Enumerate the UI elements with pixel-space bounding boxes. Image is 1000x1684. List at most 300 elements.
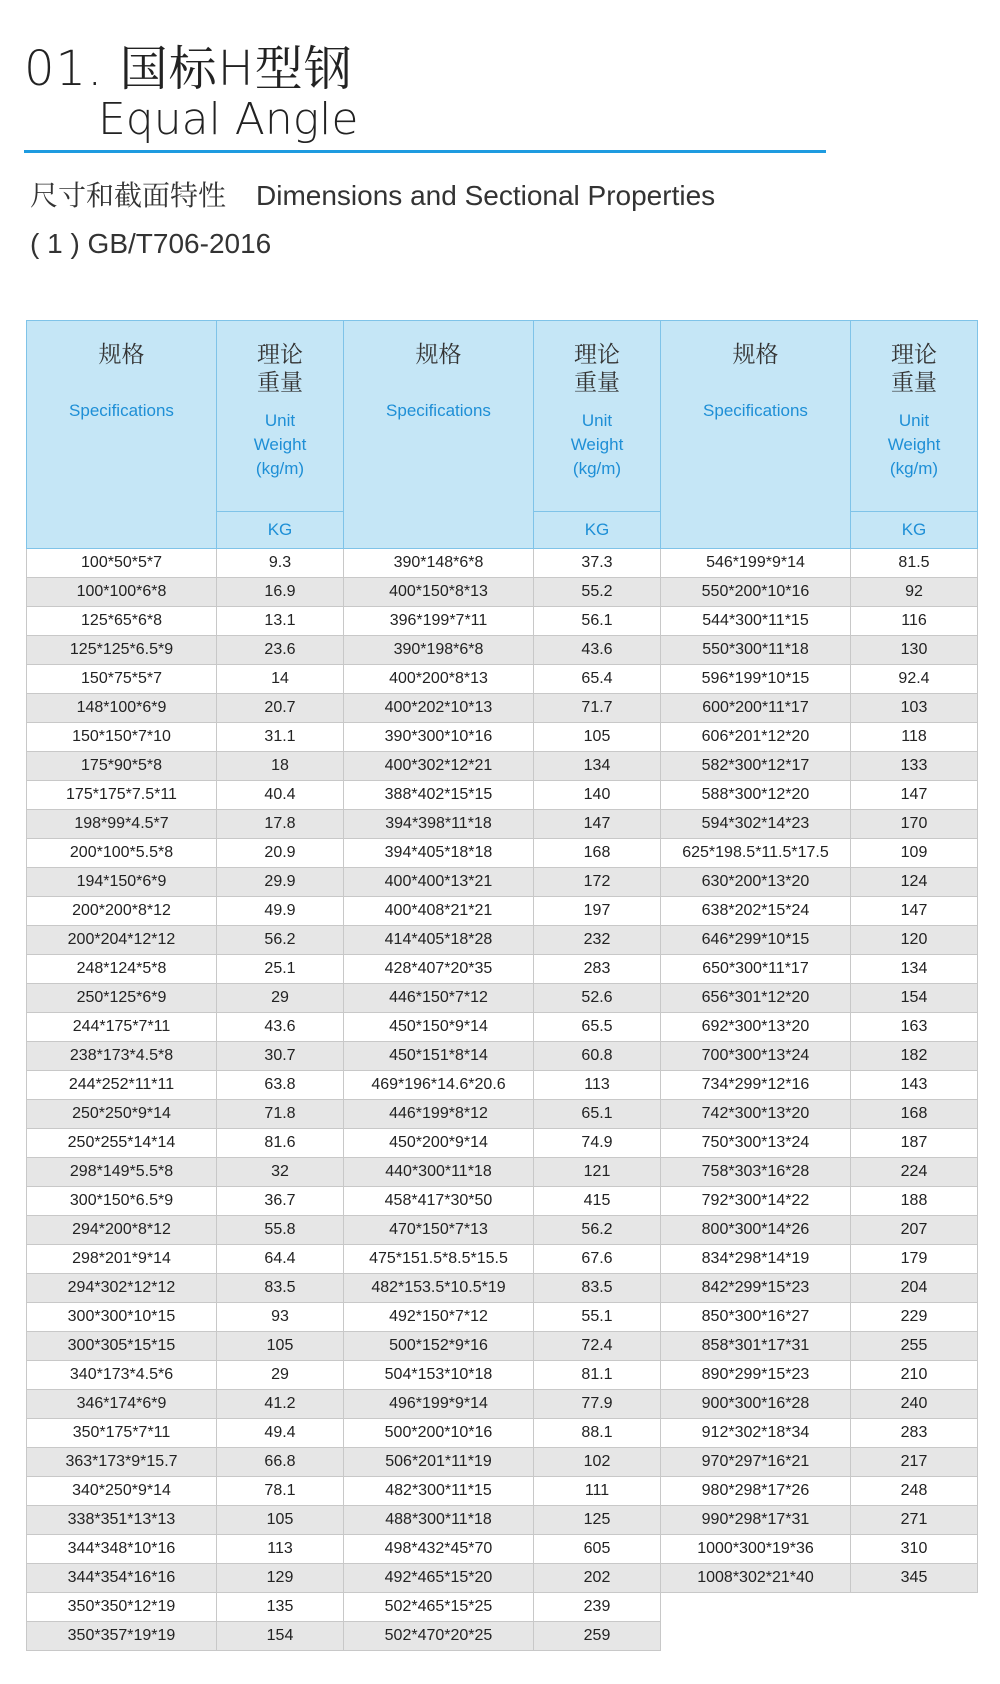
weight-cell: 32 (217, 1158, 344, 1187)
weight-cell: 147 (534, 810, 661, 839)
spec-cell: 300*150*6.5*9 (27, 1187, 217, 1216)
spec-cell: 150*75*5*7 (27, 665, 217, 694)
spec-header-cn: 规格 (415, 342, 462, 368)
table-row (27, 1419, 978, 1448)
weight-cell: 202 (534, 1564, 661, 1593)
weight-cell: 113 (217, 1535, 344, 1564)
spec-cell: 504*153*10*18 (344, 1361, 534, 1390)
spec-header-cn: 规格 (98, 342, 145, 368)
spec-cell: 338*351*13*13 (27, 1506, 217, 1535)
weight-cell: 65.5 (534, 1013, 661, 1042)
weight-cell: 43.6 (217, 1013, 344, 1042)
table-row (27, 868, 978, 897)
spec-cell: 734*299*12*16 (661, 1071, 851, 1100)
weight-cell: 130 (851, 636, 978, 665)
weight-cell: 147 (851, 781, 978, 810)
table-row (27, 723, 978, 752)
weight-cell: 72.4 (534, 1332, 661, 1361)
weight-cell: 232 (534, 926, 661, 955)
weight-cell: 40.4 (217, 781, 344, 810)
table-row (27, 752, 978, 781)
spec-cell: 482*300*11*15 (344, 1477, 534, 1506)
weight-cell: 113 (534, 1071, 661, 1100)
spec-cell: 400*408*21*21 (344, 897, 534, 926)
weight-header-en-3: (kg/m) (255, 459, 305, 478)
spec-cell: 250*250*9*14 (27, 1100, 217, 1129)
table-row (27, 1013, 978, 1042)
table-row (27, 1274, 978, 1303)
subtitle-chinese: 尺寸和截面特性 (30, 179, 227, 212)
spec-cell: 502*470*20*25 (344, 1622, 534, 1651)
spec-cell: 594*302*14*23 (661, 810, 851, 839)
spec-cell: 390*148*6*8 (344, 549, 534, 578)
empty-cell (661, 1593, 851, 1622)
spec-cell: 990*298*17*31 (661, 1506, 851, 1535)
table-row (27, 578, 978, 607)
spec-cell: 200*200*8*12 (27, 897, 217, 926)
standard-code: ( 1 ) GB/T706-2016 (30, 228, 272, 259)
weight-cell: 210 (851, 1361, 978, 1390)
weight-cell: 31.1 (217, 723, 344, 752)
weight-cell: 172 (534, 868, 661, 897)
spec-cell: 758*303*16*28 (661, 1158, 851, 1187)
spec-cell: 294*302*12*12 (27, 1274, 217, 1303)
weight-header-cn: 理论重量 (891, 342, 937, 396)
spec-cell: 400*202*10*13 (344, 694, 534, 723)
weight-header-cn: 理论重量 (257, 342, 303, 396)
weight-cell: 60.8 (534, 1042, 661, 1071)
spec-table (26, 320, 978, 1651)
table-row (27, 1390, 978, 1419)
weight-cell: 74.9 (534, 1129, 661, 1158)
table-body (27, 549, 978, 1651)
weight-cell: 207 (851, 1216, 978, 1245)
weight-cell: 147 (851, 897, 978, 926)
weight-cell: 605 (534, 1535, 661, 1564)
weight-cell: 17.8 (217, 810, 344, 839)
table-row (27, 1593, 978, 1622)
spec-cell: 175*90*5*8 (27, 752, 217, 781)
weight-cell: 255 (851, 1332, 978, 1361)
spec-cell: 396*199*7*11 (344, 607, 534, 636)
spec-header (344, 321, 534, 549)
weight-cell: 56.1 (534, 607, 661, 636)
spec-cell: 250*255*14*14 (27, 1129, 217, 1158)
weight-cell: 124 (851, 868, 978, 897)
spec-cell: 390*300*10*16 (344, 723, 534, 752)
weight-cell: 121 (534, 1158, 661, 1187)
spec-cell: 1008*302*21*40 (661, 1564, 851, 1593)
spec-cell: 646*299*10*15 (661, 926, 851, 955)
spec-cell: 482*153.5*10.5*19 (344, 1274, 534, 1303)
spec-cell: 1000*300*19*36 (661, 1535, 851, 1564)
spec-cell: 850*300*16*27 (661, 1303, 851, 1332)
spec-cell: 350*350*12*19 (27, 1593, 217, 1622)
weight-cell: 43.6 (534, 636, 661, 665)
weight-cell: 63.8 (217, 1071, 344, 1100)
table-row (27, 694, 978, 723)
weight-cell: 116 (851, 607, 978, 636)
spec-cell: 550*300*11*18 (661, 636, 851, 665)
table-row (27, 1129, 978, 1158)
spec-cell: 470*150*7*13 (344, 1216, 534, 1245)
weight-cell: 105 (217, 1506, 344, 1535)
spec-cell: 500*200*10*16 (344, 1419, 534, 1448)
spec-cell: 792*300*14*22 (661, 1187, 851, 1216)
spec-cell: 388*402*15*15 (344, 781, 534, 810)
spec-cell: 394*405*18*18 (344, 839, 534, 868)
weight-cell: 103 (851, 694, 978, 723)
table-row (27, 1361, 978, 1390)
spec-cell: 400*200*8*13 (344, 665, 534, 694)
spec-cell: 650*300*11*17 (661, 955, 851, 984)
weight-header-en-3: (kg/m) (572, 459, 622, 478)
spec-cell: 469*196*14.6*20.6 (344, 1071, 534, 1100)
weight-cell: 20.9 (217, 839, 344, 868)
spec-cell: 198*99*4.5*7 (27, 810, 217, 839)
weight-cell: 134 (851, 955, 978, 984)
spec-cell: 488*300*11*18 (344, 1506, 534, 1535)
spec-cell: 546*199*9*14 (661, 549, 851, 578)
spec-cell: 900*300*16*28 (661, 1390, 851, 1419)
weight-cell: 135 (217, 1593, 344, 1622)
weight-cell: 93 (217, 1303, 344, 1332)
weight-cell: 64.4 (217, 1245, 344, 1274)
spec-cell: 446*150*7*12 (344, 984, 534, 1013)
table-row (27, 1042, 978, 1071)
weight-cell: 105 (217, 1332, 344, 1361)
table-row (27, 665, 978, 694)
spec-cell: 496*199*9*14 (344, 1390, 534, 1419)
spec-cell: 428*407*20*35 (344, 955, 534, 984)
weight-cell: 229 (851, 1303, 978, 1332)
spec-cell: 475*151.5*8.5*15.5 (344, 1245, 534, 1274)
spec-cell: 890*299*15*23 (661, 1361, 851, 1390)
section-subtitle (30, 174, 715, 214)
spec-cell: 150*150*7*10 (27, 723, 217, 752)
spec-cell: 298*201*9*14 (27, 1245, 217, 1274)
table-row (27, 1216, 978, 1245)
spec-cell: 492*465*15*20 (344, 1564, 534, 1593)
spec-cell: 700*300*13*24 (661, 1042, 851, 1071)
weight-cell: 71.8 (217, 1100, 344, 1129)
weight-cell: 310 (851, 1535, 978, 1564)
spec-cell: 125*125*6.5*9 (27, 636, 217, 665)
weight-cell: 49.4 (217, 1419, 344, 1448)
table-row (27, 636, 978, 665)
spec-cell: 550*200*10*16 (661, 578, 851, 607)
table-row (27, 1245, 978, 1274)
spec-cell: 692*300*13*20 (661, 1013, 851, 1042)
weight-cell: 65.4 (534, 665, 661, 694)
weight-header-en-3: (kg/m) (889, 459, 939, 478)
weight-cell: 30.7 (217, 1042, 344, 1071)
spec-header (661, 321, 851, 549)
spec-cell: 244*252*11*11 (27, 1071, 217, 1100)
table-row (27, 1448, 978, 1477)
weight-header-en-2: Weight (570, 435, 624, 454)
spec-cell: 390*198*6*8 (344, 636, 534, 665)
spec-cell: 834*298*14*19 (661, 1245, 851, 1274)
spec-cell: 544*300*11*15 (661, 607, 851, 636)
spec-cell: 238*173*4.5*8 (27, 1042, 217, 1071)
weight-cell: 36.7 (217, 1187, 344, 1216)
weight-cell: 81.5 (851, 549, 978, 578)
spec-cell: 394*398*11*18 (344, 810, 534, 839)
spec-cell: 450*151*8*14 (344, 1042, 534, 1071)
spec-cell: 350*357*19*19 (27, 1622, 217, 1651)
weight-cell: 143 (851, 1071, 978, 1100)
weight-cell: 133 (851, 752, 978, 781)
spec-cell: 298*149*5.5*8 (27, 1158, 217, 1187)
weight-cell: 55.2 (534, 578, 661, 607)
weight-cell: 83.5 (217, 1274, 344, 1303)
spec-cell: 858*301*17*31 (661, 1332, 851, 1361)
weight-cell: 16.9 (217, 578, 344, 607)
weight-cell: 188 (851, 1187, 978, 1216)
spec-cell: 100*50*5*7 (27, 549, 217, 578)
spec-cell: 506*201*11*19 (344, 1448, 534, 1477)
weight-cell: 14 (217, 665, 344, 694)
weight-cell: 52.6 (534, 984, 661, 1013)
spec-cell: 300*305*15*15 (27, 1332, 217, 1361)
weight-cell: 120 (851, 926, 978, 955)
weight-cell: 29 (217, 1361, 344, 1390)
weight-cell: 81.1 (534, 1361, 661, 1390)
weight-header-en-2: Weight (887, 435, 941, 454)
table-row (27, 781, 978, 810)
empty-cell (661, 1622, 851, 1651)
table-header-row (27, 321, 978, 512)
spec-cell: 175*175*7.5*11 (27, 781, 217, 810)
spec-cell: 625*198.5*11.5*17.5 (661, 839, 851, 868)
weight-cell: 345 (851, 1564, 978, 1593)
weight-cell: 25.1 (217, 955, 344, 984)
weight-cell: 23.6 (217, 636, 344, 665)
weight-cell: 248 (851, 1477, 978, 1506)
table-row (27, 810, 978, 839)
weight-cell: 182 (851, 1042, 978, 1071)
spec-cell: 842*299*15*23 (661, 1274, 851, 1303)
spec-cell: 400*302*12*21 (344, 752, 534, 781)
spec-cell: 600*200*11*17 (661, 694, 851, 723)
weight-header (534, 321, 661, 512)
weight-cell: 179 (851, 1245, 978, 1274)
spec-cell: 400*400*13*21 (344, 868, 534, 897)
spec-cell: 498*432*45*70 (344, 1535, 534, 1564)
table-row (27, 1622, 978, 1651)
spec-cell: 340*173*4.5*6 (27, 1361, 217, 1390)
spec-cell: 606*201*12*20 (661, 723, 851, 752)
weight-cell: 41.2 (217, 1390, 344, 1419)
weight-cell: 55.8 (217, 1216, 344, 1245)
spec-cell: 363*173*9*15.7 (27, 1448, 217, 1477)
unit-header: KG (534, 512, 661, 549)
spec-cell: 300*300*10*15 (27, 1303, 217, 1332)
spec-cell: 750*300*13*24 (661, 1129, 851, 1158)
table-row (27, 1158, 978, 1187)
weight-cell: 240 (851, 1390, 978, 1419)
spec-header-cn: 规格 (732, 342, 779, 368)
spec-header-en: Specifications (386, 401, 491, 420)
weight-cell: 204 (851, 1274, 978, 1303)
spec-cell: 148*100*6*9 (27, 694, 217, 723)
table-row (27, 839, 978, 868)
weight-cell: 283 (534, 955, 661, 984)
weight-header-en-1: Unit (264, 411, 296, 430)
table-row (27, 1100, 978, 1129)
table-row (27, 955, 978, 984)
weight-cell: 168 (851, 1100, 978, 1129)
spec-cell: 414*405*18*28 (344, 926, 534, 955)
weight-cell: 65.1 (534, 1100, 661, 1129)
spec-cell: 440*300*11*18 (344, 1158, 534, 1187)
weight-header-en-2: Weight (253, 435, 307, 454)
spec-header-en: Specifications (69, 401, 174, 420)
spec-cell: 344*354*16*16 (27, 1564, 217, 1593)
weight-cell: 49.9 (217, 897, 344, 926)
table-row (27, 1535, 978, 1564)
spec-cell: 250*125*6*9 (27, 984, 217, 1013)
weight-cell: 20.7 (217, 694, 344, 723)
weight-cell: 163 (851, 1013, 978, 1042)
spec-cell: 450*150*9*14 (344, 1013, 534, 1042)
spec-cell: 582*300*12*17 (661, 752, 851, 781)
spec-cell: 596*199*10*15 (661, 665, 851, 694)
spec-cell: 492*150*7*12 (344, 1303, 534, 1332)
weight-cell: 56.2 (217, 926, 344, 955)
weight-cell: 134 (534, 752, 661, 781)
weight-cell: 239 (534, 1593, 661, 1622)
table-row (27, 897, 978, 926)
spec-cell: 100*100*6*8 (27, 578, 217, 607)
weight-cell: 224 (851, 1158, 978, 1187)
spec-cell: 638*202*15*24 (661, 897, 851, 926)
spec-cell: 656*301*12*20 (661, 984, 851, 1013)
spec-cell: 912*302*18*34 (661, 1419, 851, 1448)
weight-cell: 83.5 (534, 1274, 661, 1303)
table-row (27, 1187, 978, 1216)
table-row (27, 1564, 978, 1593)
weight-cell: 259 (534, 1622, 661, 1651)
table-row (27, 549, 978, 578)
subtitle-english: Dimensions and Sectional Properties (256, 180, 716, 211)
empty-cell (851, 1593, 978, 1622)
spec-header (27, 321, 217, 549)
spec-cell: 244*175*7*11 (27, 1013, 217, 1042)
weight-cell: 217 (851, 1448, 978, 1477)
weight-cell: 13.1 (217, 607, 344, 636)
weight-header-cn: 理论重量 (574, 342, 620, 396)
spec-header-en: Specifications (703, 401, 808, 420)
weight-cell: 140 (534, 781, 661, 810)
spec-cell: 500*152*9*16 (344, 1332, 534, 1361)
weight-cell: 105 (534, 723, 661, 752)
weight-cell: 29 (217, 984, 344, 1013)
table-row (27, 984, 978, 1013)
spec-cell: 200*100*5.5*8 (27, 839, 217, 868)
spec-cell: 344*348*10*16 (27, 1535, 217, 1564)
table-row (27, 1071, 978, 1100)
weight-cell: 29.9 (217, 868, 344, 897)
weight-cell: 88.1 (534, 1419, 661, 1448)
spec-cell: 446*199*8*12 (344, 1100, 534, 1129)
weight-cell: 67.6 (534, 1245, 661, 1274)
spec-cell: 630*200*13*20 (661, 868, 851, 897)
table-row (27, 1506, 978, 1535)
weight-cell: 56.2 (534, 1216, 661, 1245)
weight-cell: 71.7 (534, 694, 661, 723)
weight-header (851, 321, 978, 512)
spec-cell: 400*150*8*13 (344, 578, 534, 607)
spec-cell: 346*174*6*9 (27, 1390, 217, 1419)
spec-cell: 294*200*8*12 (27, 1216, 217, 1245)
spec-cell: 502*465*15*25 (344, 1593, 534, 1622)
weight-cell: 66.8 (217, 1448, 344, 1477)
weight-cell: 129 (217, 1564, 344, 1593)
spec-cell: 340*250*9*14 (27, 1477, 217, 1506)
spec-cell: 742*300*13*20 (661, 1100, 851, 1129)
weight-header (217, 321, 344, 512)
spec-cell: 125*65*6*8 (27, 607, 217, 636)
spec-cell: 800*300*14*26 (661, 1216, 851, 1245)
weight-cell: 18 (217, 752, 344, 781)
weight-cell: 92.4 (851, 665, 978, 694)
spec-cell: 194*150*6*9 (27, 868, 217, 897)
weight-cell: 109 (851, 839, 978, 868)
weight-cell: 415 (534, 1187, 661, 1216)
page-title-english: Equal Angle (98, 94, 359, 145)
weight-cell: 77.9 (534, 1390, 661, 1419)
table-row (27, 1332, 978, 1361)
spec-cell: 970*297*16*21 (661, 1448, 851, 1477)
weight-cell: 197 (534, 897, 661, 926)
spec-cell: 200*204*12*12 (27, 926, 217, 955)
weight-cell: 78.1 (217, 1477, 344, 1506)
spec-cell: 588*300*12*20 (661, 781, 851, 810)
table-row (27, 1477, 978, 1506)
spec-cell: 980*298*17*26 (661, 1477, 851, 1506)
weight-cell: 170 (851, 810, 978, 839)
weight-cell: 154 (851, 984, 978, 1013)
weight-cell: 81.6 (217, 1129, 344, 1158)
weight-cell: 271 (851, 1506, 978, 1535)
weight-cell: 9.3 (217, 549, 344, 578)
page-title: 01. 国标H型钢 (24, 41, 353, 97)
table-row (27, 1303, 978, 1332)
empty-cell (851, 1622, 978, 1651)
weight-cell: 118 (851, 723, 978, 752)
weight-cell: 111 (534, 1477, 661, 1506)
weight-cell: 154 (217, 1622, 344, 1651)
table-row (27, 926, 978, 955)
weight-cell: 168 (534, 839, 661, 868)
spec-cell: 450*200*9*14 (344, 1129, 534, 1158)
spec-cell: 458*417*30*50 (344, 1187, 534, 1216)
weight-cell: 187 (851, 1129, 978, 1158)
weight-header-en-1: Unit (581, 411, 613, 430)
weight-cell: 37.3 (534, 549, 661, 578)
weight-cell: 102 (534, 1448, 661, 1477)
weight-cell: 283 (851, 1419, 978, 1448)
weight-cell: 92 (851, 578, 978, 607)
weight-cell: 55.1 (534, 1303, 661, 1332)
table-row (27, 607, 978, 636)
unit-header: KG (851, 512, 978, 549)
spec-cell: 350*175*7*11 (27, 1419, 217, 1448)
title-divider (24, 150, 826, 153)
weight-header-en-1: Unit (898, 411, 930, 430)
